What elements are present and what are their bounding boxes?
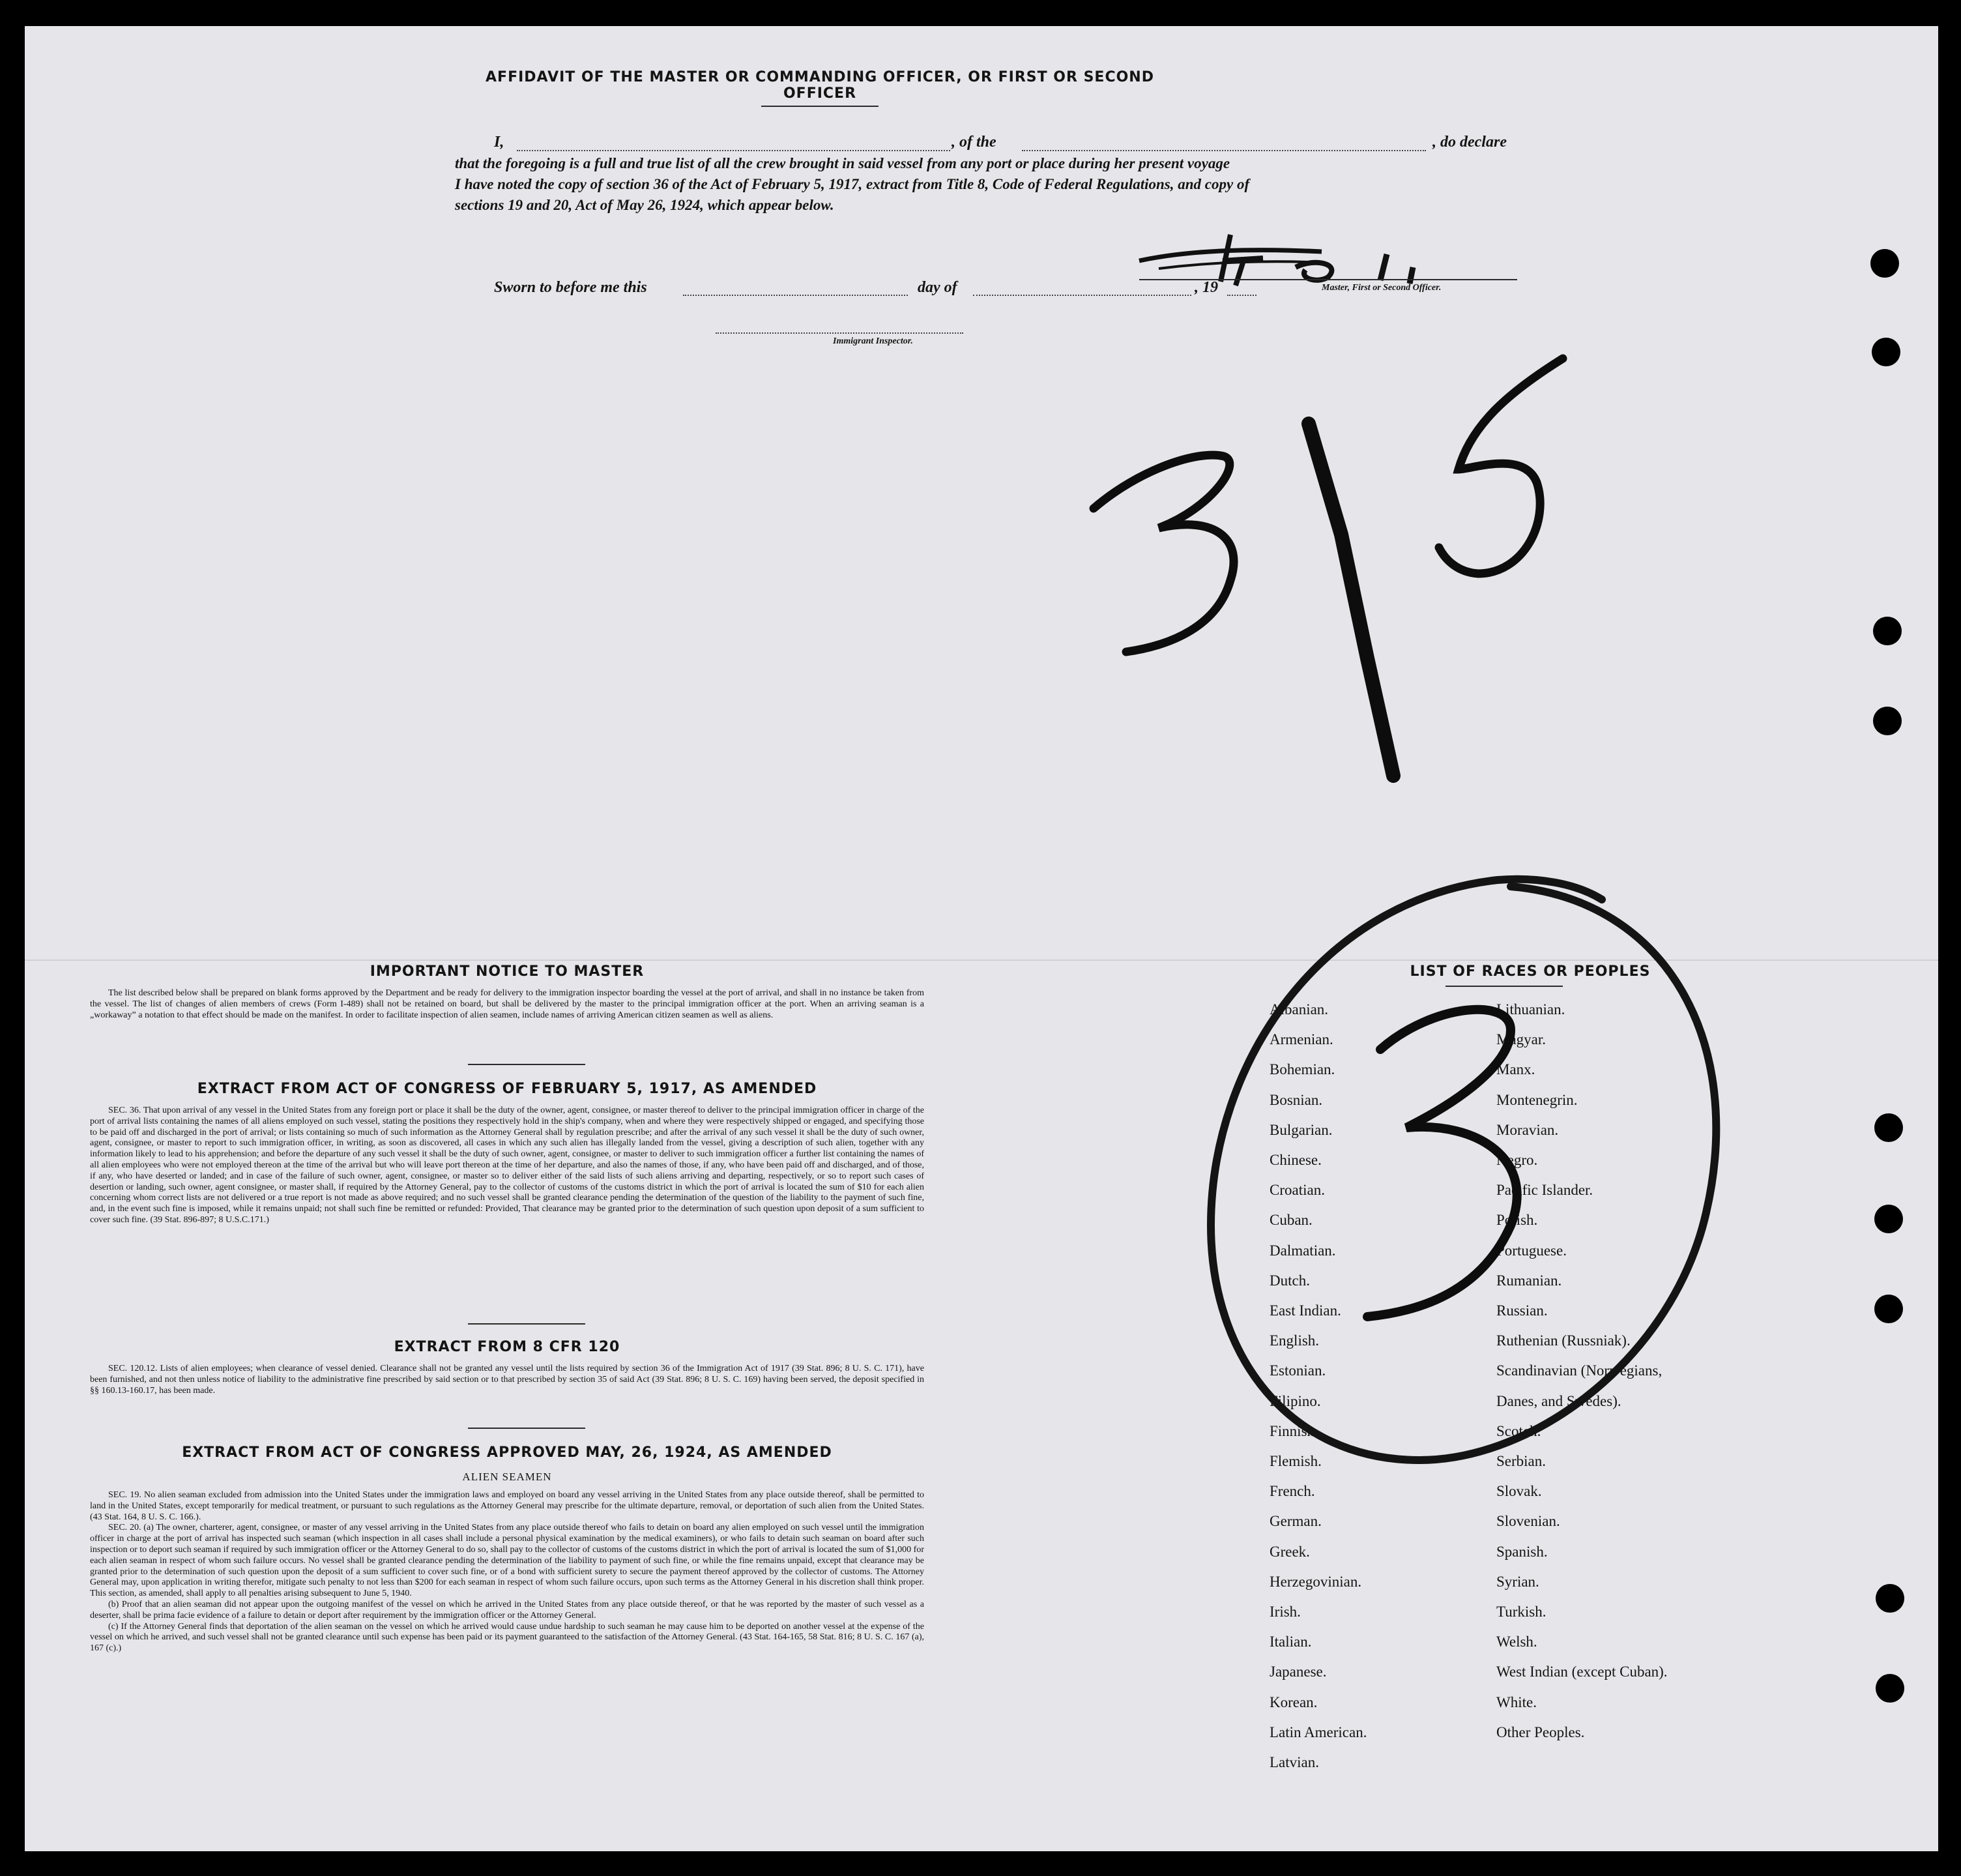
race-item: Bosnian. [1270, 1091, 1323, 1108]
race-item: Manx. [1496, 1061, 1535, 1078]
inspector-line[interactable] [716, 332, 963, 334]
race-item: English. [1270, 1332, 1320, 1349]
race-item: Latin American. [1270, 1723, 1367, 1740]
title-rule [761, 106, 879, 107]
punch-hole [1873, 617, 1902, 645]
race-item: Ruthenian (Russniak). [1496, 1332, 1631, 1349]
race-item: White. [1496, 1693, 1537, 1710]
race-item: Syrian. [1496, 1573, 1539, 1590]
vessel-line[interactable] [1022, 150, 1426, 151]
race-item: Albanian. [1270, 1001, 1329, 1018]
cfr-body [90, 1364, 924, 1396]
race-item: Scotch. [1496, 1422, 1541, 1439]
race-item: East Indian. [1270, 1302, 1341, 1319]
race-item: Greek. [1270, 1543, 1310, 1560]
punch-hole [1872, 338, 1900, 366]
race-item: Bohemian. [1270, 1061, 1335, 1078]
affidavit-line-2: I have noted the copy of section 36 of the Act of February 5, 1917, extract from Title 8, Code of Federal Regulations, and copy of [455, 176, 1250, 192]
affidavit-line-3: sections 19 and 20, Act of May 26, 1924, which appear below. [455, 197, 834, 213]
affidavit-pronoun: I, [494, 134, 504, 151]
extract-1917-title: EXTRACT FROM ACT OF CONGRESS OF FEBRUARY 5, 1917, AS AMENDED [197, 1081, 817, 1097]
race-item: West Indian (except Cuban). [1496, 1663, 1668, 1680]
do-declare-text: , do declare [1432, 134, 1507, 151]
sec-36-paragraph: SEC. 36. That upon arrival of any vessel in the United States from any foreign port or place it shall be the duty of the owner, agent, consignee, or master thereof to deliver to the principal immigration officer in charge of the port of arrival lists containing the names of all aliens employed on such vessel, stating the positions they respectively hold in the ship's company, when and where they were respectively shipped or engaged, and specifying those to be paid off and discharged in the port of arrival; or lists containing so much of such information as the Attorney General shall by regulation prescribe; and after the arrival of any such vessel it shall be the duty of such owner, agent, consignee, or master to report to such immigration officer, in writing, as soon as discovered, all cases in which any such alien has illegally landed from the vessel, giving a description of such alien, together with any information likely to lead to his apprehension; and before the departure of any such vessel it shall be the duty of such owner, agent, consignee, or master to deliver to such immigration officer a further list containing the names of all alien employees who were not employed thereon at the time of the arrival but who will leave port thereon at the time of her departure, and also the names of those, if any, who have been paid off and discharged, and of those, if any, who have deserted or landed; and in case of the failure of such owner, agent, consignee, or master so to deliver either of the said lists of such aliens arriving and departing, respectively, or so to report such cases of desertion or landing, such owner, agent consignee, or master shall, if required by the Attorney General, pay to the collector of customs of the customs district in which the port of arrival is located the sum of $10 for each alien concerning whom correct lists are not delivered or a true report is not made as above required; and no such vessel shall be granted clearance pending the determination of the question of the liability to the payment of such fine, and, in the event such fine is imposed, while it remains unpaid; not shall such fine be remitted or refunded: Provided, That clearance may be granted prior to the determination of such question upon deposit of a sum sufficient to cover such fine. (39 Stat. 896-897; 8 U.S.C.171.) [90, 1106, 924, 1225]
race-item: Slovak. [1496, 1483, 1542, 1500]
sec-20c-paragraph: (c) If the Attorney General finds that deportation of the alien seaman on the vessel on which he arrived would cause undue hardship to such seaman he may cause him to be deported on another vessel at the expense of the vessel on which he arrived, and such vessel shall not be granted clearance until such expense has been paid or its payment guaranteed to the satisfaction of the Attorney General. (43 Stat. 164-165, 58 Stat. 816; 8 U. S. C. 167 (a), 167 (c).) [90, 1621, 924, 1654]
cfr-title: EXTRACT FROM 8 CFR 120 [394, 1339, 620, 1355]
race-item: Italian. [1270, 1634, 1312, 1650]
extract-1924-title: EXTRACT FROM ACT OF CONGRESS APPROVED MAY, 26, 1924, AS AMENDED [182, 1444, 832, 1461]
document-sheet [25, 26, 1938, 1851]
signature-caption: Master, First or Second Officer. [1322, 283, 1442, 293]
race-item: Bulgarian. [1270, 1121, 1333, 1138]
race-item: Danes, and Swedes). [1496, 1392, 1621, 1409]
handwritten-page-number [1068, 319, 1628, 802]
punch-hole [1874, 1113, 1903, 1142]
sworn-day-line[interactable] [683, 295, 908, 296]
year-prefix: , 19 [1195, 279, 1218, 296]
race-item: Estonian. [1270, 1362, 1326, 1379]
sec-20b-paragraph: (b) Proof that an alien seaman did not appear upon the outgoing manifest of the vessel on which he arrived in the United States from any place outside thereof, or that he was reported by the master of such vessel as a deserter, shall be prima facie evidence of a failure to detain or deport after requirement by the immigration officer or the Attorney General. [90, 1599, 924, 1620]
notice-paragraph: The list described below shall be prepared on blank forms approved by the Department and be ready for delivery to the immigration inspector boarding the vessel at the port of arrival, and shall in no instance be taken from the vessel. The list of changes of alien members of crews (Form I-489) shall not be retained on board, but shall be delivered by the master to the principal immigration officer at the port. When an arriving seaman is a „workaway” a notation to that effect should be made on the manifest. In order to facilitate inspection of alien seamen, include names of arriving American citizen seamen as well as aliens. [90, 988, 924, 1020]
race-item: Chinese. [1270, 1152, 1322, 1168]
affidavit-title: AFFIDAVIT OF THE MASTER OR COMMANDING OFFICER, OR FIRST OR SECOND OFFICER [486, 69, 1154, 102]
race-item: Russian. [1496, 1302, 1548, 1319]
extract-1924-body [90, 1490, 924, 1654]
sec-120-12-paragraph: SEC. 120.12. Lists of alien employees; when clearance of vessel denied. Clearance shall not be granted any vessel until the lists required by section 36 of the Immigration Act of 1917 (39 Stat. 896; 8 U. S. C. 171), have been furnished, and not then unless notice of liability to the administrative fine prescribed by said section or to that prescribed by section 35 of said Act (39 Stat. 896; 8 U. S. C. 169) having been served, the deposit specified in §§ 160.13-160.17, has been made. [90, 1364, 924, 1396]
race-item: Rumanian. [1496, 1272, 1562, 1289]
punch-hole [1876, 1584, 1904, 1613]
race-item: Turkish. [1496, 1604, 1547, 1620]
races-title: LIST OF RACES OR PEOPLES [1410, 963, 1651, 980]
race-item: Dalmatian. [1270, 1242, 1336, 1259]
race-item: Flemish. [1270, 1453, 1322, 1469]
inspector-caption: Immigrant Inspector. [833, 336, 913, 346]
race-item: Dutch. [1270, 1272, 1310, 1289]
sworn-year-line[interactable] [1227, 295, 1256, 296]
officer-signature [1133, 222, 1498, 300]
affidavit-line-1: that the foregoing is a full and true list of all the crew brought in said vessel from any port or place during her present voyage [455, 155, 1230, 171]
rule-2 [468, 1323, 585, 1325]
punch-hole [1876, 1674, 1904, 1703]
race-item: Lithuanian. [1496, 1001, 1565, 1018]
race-item: Other Peoples. [1496, 1723, 1585, 1740]
circled-handwritten-number [1172, 873, 1758, 1493]
sworn-month-line[interactable] [973, 295, 1191, 296]
punch-hole [1874, 1295, 1903, 1323]
race-item: Spanish. [1496, 1543, 1548, 1560]
race-item: Filipino. [1270, 1392, 1321, 1409]
race-item: Polish. [1496, 1212, 1538, 1229]
race-item: German. [1270, 1513, 1322, 1530]
punch-hole [1870, 249, 1899, 278]
punch-hole [1873, 707, 1902, 735]
sec-20a-paragraph: SEC. 20. (a) The owner, charterer, agent, consignee, or master of any vessel arriving in the United States from any place outside thereof who fails to detain on board any alien employed on such vessel until the immigration officer in charge at the port of arrival has inspected such seaman (which inspection in all cases shall include a personal physical examination by the medical examiners), or who fails to detain such seaman on board after such inspection or to deport such seaman if required by such immigration officer or the Attorney General to do so, shall pay to the collector of customs of the customs district in which the port of arrival is located the sum of $1,000 for each alien seaman in respect of whom such failure occurs. No vessel shall be granted clearance pending the determination of the liability to payment of such fine, or while the fine remains unpaid, except that clearance may be granted prior to the determination of such question upon the deposit of a sum sufficient to cover such fine, or of a bond with sufficient surety to secure the payment thereof approved by the collector of customs. The Attorney General may, upon application in writing therefor, mitigate such penalty to not less than $200 for each seaman in respect of whom such failure occurs, upon such terms as the Attorney General in his discretion shall think proper. This section, as amended, shall apply to all penalties arising subsequent to June 5, 1940. [90, 1523, 924, 1599]
notice-title: IMPORTANT NOTICE TO MASTER [370, 963, 645, 980]
race-item: Japanese. [1270, 1663, 1327, 1680]
race-item: Latvian. [1270, 1754, 1319, 1770]
extract-1917-body [90, 1106, 924, 1226]
extract-1924-subtitle: ALIEN SEAMEN [462, 1471, 552, 1483]
race-item: Korean. [1270, 1693, 1318, 1710]
race-item: Herzegovinian. [1270, 1573, 1362, 1590]
race-item: Pacific Islander. [1496, 1182, 1593, 1199]
race-item: Moravian. [1496, 1121, 1559, 1138]
race-item: French. [1270, 1483, 1315, 1500]
rule-3 [468, 1428, 585, 1429]
sworn-prefix: Sworn to before me this [494, 279, 647, 296]
race-item: Magyar. [1496, 1031, 1547, 1048]
race-item: Portuguese. [1496, 1242, 1567, 1259]
race-item: Irish. [1270, 1604, 1301, 1620]
sec-19-paragraph: SEC. 19. No alien seaman excluded from admission into the United States under the immigration laws and employed on board any vessel arriving in the United States from any place outside thereof, shall be permitted to land in the United States, except temporarily for medical treatment, or pursuant to such regulations as the Attorney General may prescribe for the ultimate departure, removal, or deportation of such alien from the United States. (43 Stat. 164, 8 U. S. C. 166.). [90, 1490, 924, 1522]
race-item: Finnish. [1270, 1422, 1318, 1439]
race-item: Armenian. [1270, 1031, 1333, 1048]
rule-1 [468, 1064, 585, 1065]
of-the-text: , of the [951, 134, 996, 151]
race-item: Serbian. [1496, 1453, 1547, 1469]
race-item: Slovenian. [1496, 1513, 1560, 1530]
race-item: Negro. [1496, 1152, 1538, 1168]
notice-body [90, 988, 924, 1021]
race-item: Cuban. [1270, 1212, 1313, 1229]
race-item: Montenegrin. [1496, 1091, 1578, 1108]
race-item: Croatian. [1270, 1182, 1325, 1199]
day-of-text: day of [918, 279, 957, 296]
punch-hole [1874, 1205, 1903, 1233]
race-item: Scandinavian (Norwegians, [1496, 1362, 1663, 1379]
race-item: Welsh. [1496, 1634, 1537, 1650]
name-line[interactable] [517, 150, 950, 151]
